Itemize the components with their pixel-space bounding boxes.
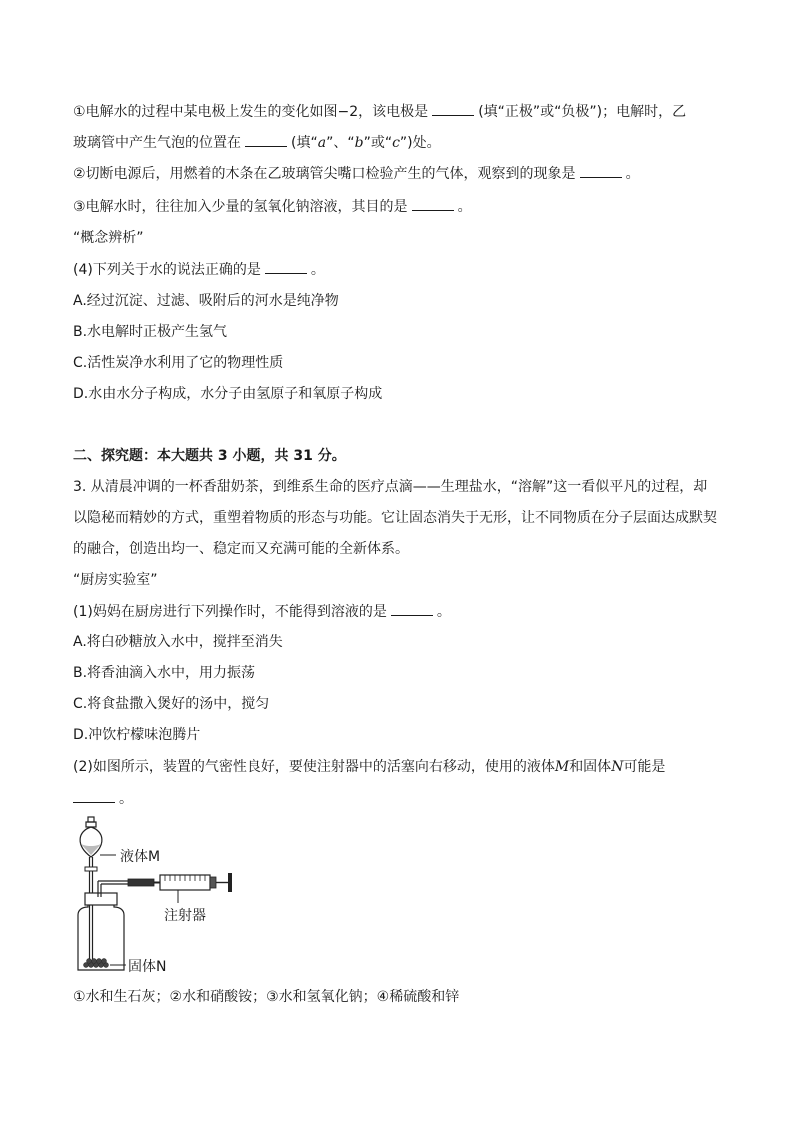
kitchen-heading: “厨房实验室”: [73, 572, 158, 588]
liquid-m-label: 液体M: [120, 849, 161, 865]
q3-intro-line1: 3. 从清晨冲调的一杯香甜奶茶，到维系生命的医疗点滴——生理盐水，“溶解”这一看似平凡的过程，却: [73, 479, 708, 495]
period: 。: [625, 166, 640, 182]
answer-blank[interactable]: [412, 196, 454, 211]
answer-blank[interactable]: [245, 132, 287, 147]
q2-item3: [73, 196, 472, 217]
answer-blank[interactable]: [580, 163, 622, 178]
q3-sub1-text: (1)妈妈在厨房进行下列操作时，不能得到溶液的是: [73, 604, 387, 620]
period: 。: [436, 604, 451, 620]
q2-sub4-text: (4)下列关于水的说法正确的是: [73, 262, 261, 278]
q3-sub2-text-mid: 和固体: [569, 759, 612, 775]
q2-item2: [73, 163, 640, 184]
var-m: M: [554, 759, 570, 775]
period: 。: [457, 199, 472, 215]
answer-blank[interactable]: [432, 101, 474, 116]
sub1-option-d: D.冲饮柠檬味泡腾片: [73, 727, 201, 743]
q3-sub2-line1: [73, 757, 665, 777]
answer-blank[interactable]: [265, 259, 307, 274]
q3-intro-line3: 的融合，创造出均一、稳定而又充满可能的全新体系。: [73, 541, 409, 557]
reagent-choices: ①水和生石灰；②水和硝酸铵；③水和氢氧化钠；④稀硫酸和锌: [73, 989, 460, 1005]
q3-sub2-line2: [73, 788, 133, 809]
q3-sub1: [73, 601, 451, 622]
answer-blank[interactable]: [391, 601, 433, 616]
sub1-option-a: A.将白砂糖放入水中，搅拌至消失: [73, 634, 283, 650]
option-a: A.经过沉淀、过滤、吸附后的河水是纯净物: [73, 293, 339, 309]
answer-blank[interactable]: [73, 788, 115, 803]
q2-item2-text: ②切断电源后，用燃着的木条在乙玻璃管尖嘴口检验产生的气体，观察到的现象是: [73, 166, 576, 182]
syringe-label: 注射器: [164, 908, 206, 924]
q2-sub4: [73, 259, 325, 280]
option-b: B.水电解时正极产生氢气: [73, 324, 228, 340]
var-n: N: [611, 759, 624, 775]
separator: ”、“: [326, 135, 355, 151]
sub1-option-b: B.将香油滴入水中，用力振荡: [73, 665, 256, 681]
q3-sub2-text-b: 可能是: [623, 759, 666, 775]
apparatus-diagram: [70, 815, 270, 975]
q2-item1-line1: [73, 101, 686, 122]
apparatus-figure: [70, 815, 270, 975]
q2-item1-text-d: (填“: [291, 135, 318, 151]
q2-item1-line2: [73, 132, 441, 153]
var-c: c: [392, 135, 400, 151]
option-d: D.水由水分子构成，水分子由氢原子和氧原子构成: [73, 386, 383, 402]
q2-item1-text-e: ”)处。: [399, 135, 441, 151]
solid-n-label: 固体N: [128, 959, 167, 975]
period: 。: [310, 262, 325, 278]
option-c: C.活性炭净水利用了它的物理性质: [73, 355, 284, 371]
q2-item3-text: ③电解水时，往往加入少量的氢氧化钠溶液，其目的是: [73, 199, 408, 215]
q2-item1-text-c: 玻璃管中产生气泡的位置在: [73, 135, 241, 151]
q2-item1-text-a: ①电解水的过程中某电极上发生的变化如图−2，该电极是: [73, 104, 429, 120]
var-b: b: [354, 135, 364, 151]
sub1-option-c: C.将食盐撒入煲好的汤中，搅匀: [73, 696, 270, 712]
q3-sub2-text-a: (2)如图所示，装置的气密性良好，要使注射器中的活塞向右移动，使用的液体: [73, 759, 555, 775]
var-a: a: [317, 135, 327, 151]
concept-heading: “概念辨析”: [73, 230, 144, 246]
period: 。: [119, 791, 133, 807]
separator: ”或“: [363, 135, 393, 151]
q3-intro-line2: 以隐秘而精妙的方式，重塑着物质的形态与功能。它让固态消失于无形，让不同物质在分子层面达成默契: [73, 510, 717, 526]
q2-item1-text-b: (填“正极”或“负极”)；电解时，乙: [478, 104, 687, 120]
section-heading: 二、探究题：本大题共 3 小题，共 31 分。: [73, 448, 346, 464]
